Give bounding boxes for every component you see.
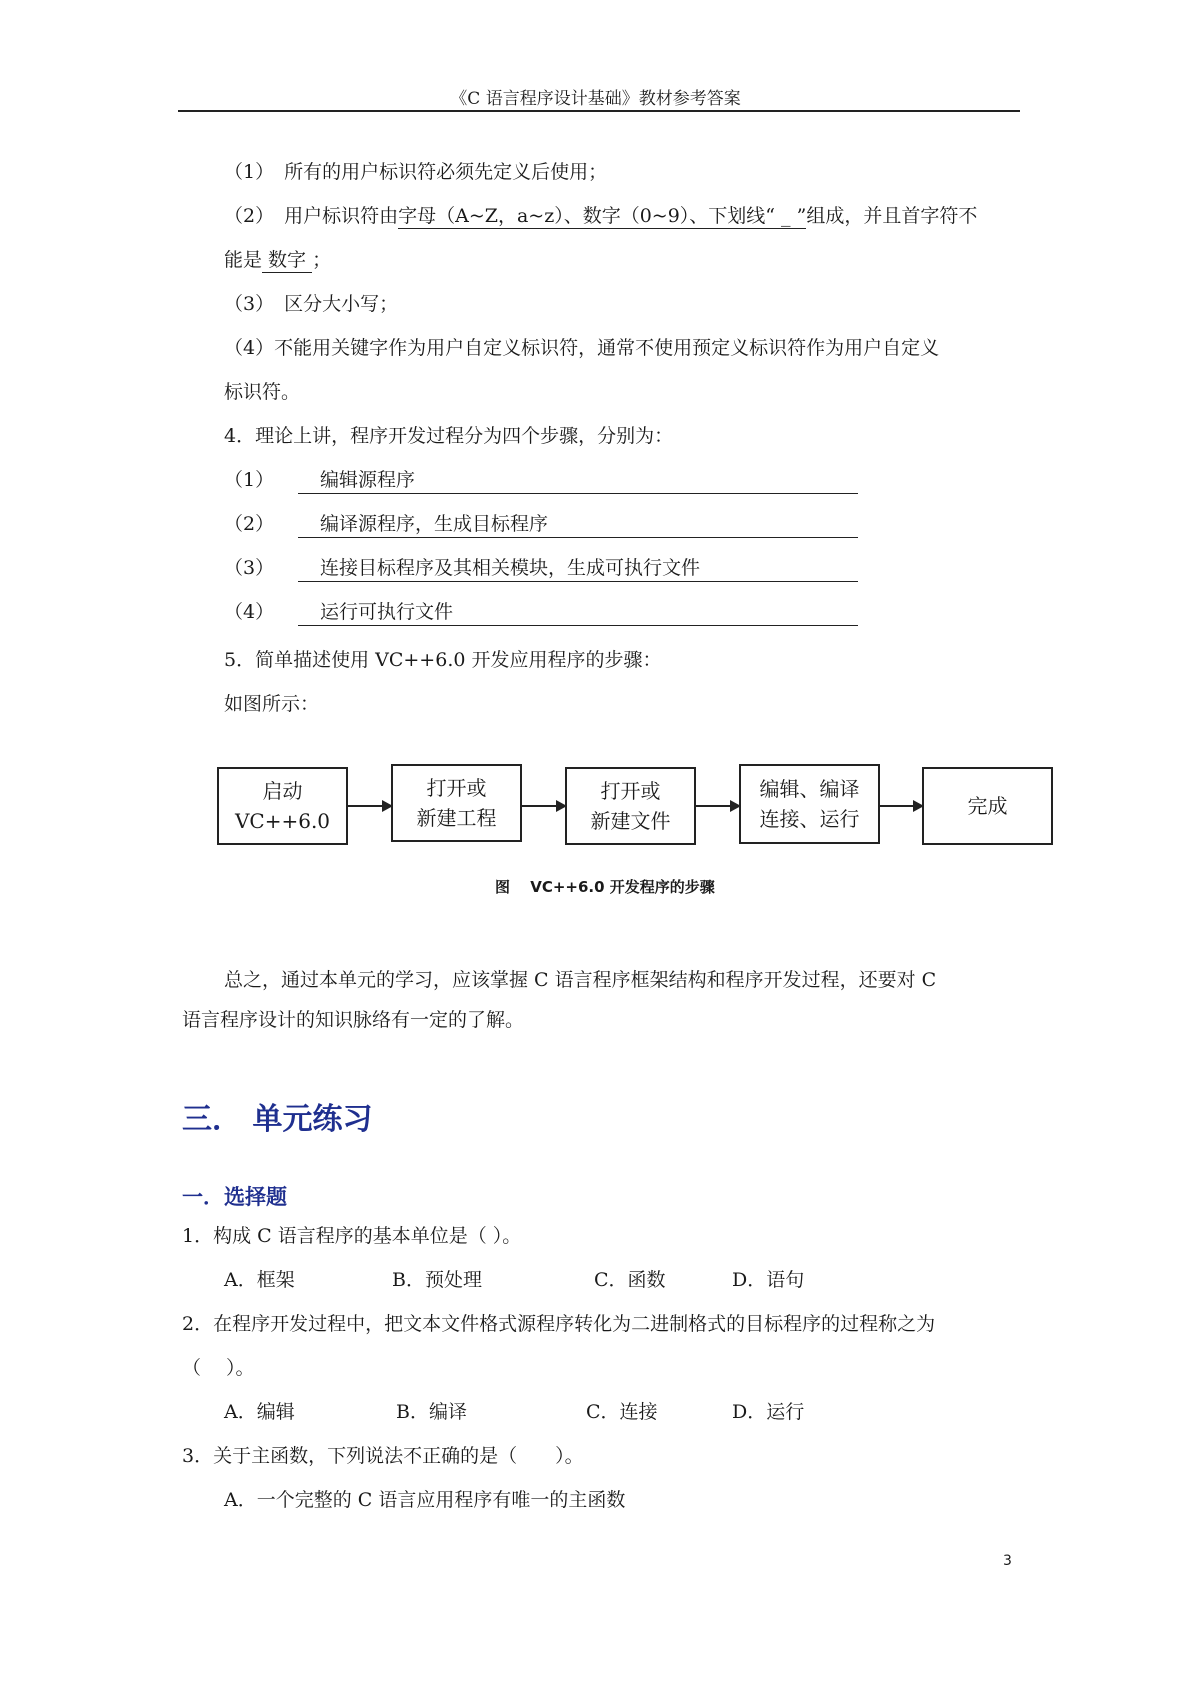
flow-box-start bbox=[217, 767, 348, 845]
rule-2-answer: 字母（A~Z，a~z）、数字（0~9）、下划线“ _ ” bbox=[398, 205, 807, 227]
rule-2-post: 组成，并且首字符不 bbox=[806, 205, 978, 227]
rule-3-num: （3） bbox=[224, 293, 275, 315]
flow-box-build bbox=[739, 764, 880, 844]
page-number: 3 bbox=[1003, 1553, 1012, 1569]
rule-4: （4）不能用关键字作为用户自定义标识符，通常不使用预定义标识符作为用户自定义 bbox=[224, 337, 940, 359]
rule-2-pre: 用户标识符由 bbox=[284, 205, 399, 227]
q4-step-1-num: （1） bbox=[224, 469, 275, 491]
flow-box-start-line2: VC++6.0 bbox=[234, 809, 331, 833]
flow-box-project-line2: 新建工程 bbox=[416, 806, 497, 830]
q5-stem: 5．简单描述使用 VC++6.0 开发应用程序的步骤： bbox=[224, 649, 662, 671]
flow-arrow-4 bbox=[880, 805, 922, 807]
q2-option-b: B．编译 bbox=[396, 1401, 467, 1423]
rule-3 bbox=[224, 292, 398, 316]
page-header-title: 《C 语言程序设计基础》教材参考答案 bbox=[450, 89, 741, 109]
flow-arrow-3 bbox=[696, 805, 739, 807]
flow-arrow-2 bbox=[522, 805, 565, 807]
rule-1 bbox=[224, 160, 607, 184]
q2-option-a: A．编辑 bbox=[224, 1401, 295, 1423]
q4-step-2-num: （2） bbox=[224, 513, 275, 535]
q4-step-3-text: 连接目标程序及其相关模块，生成可执行文件 bbox=[298, 556, 858, 582]
q1-stem: 1．构成 C 语言程序的基本单位是（ ）。 bbox=[182, 1225, 522, 1247]
section-title: 三． 单元练习 bbox=[182, 1102, 373, 1137]
q4-step-2-text: 编译源程序，生成目标程序 bbox=[298, 512, 858, 538]
flow-box-done-line1: 完成 bbox=[967, 794, 1008, 818]
rule-2b-post: ； bbox=[312, 249, 332, 271]
flow-box-file bbox=[565, 767, 696, 845]
rule-4-cont: 标识符。 bbox=[224, 381, 301, 403]
q2-stem-cont: （ ）。 bbox=[182, 1357, 255, 1379]
rule-2-num: （2） bbox=[224, 205, 275, 227]
rule-2 bbox=[224, 204, 977, 228]
flow-box-build-line2: 连接、运行 bbox=[759, 807, 860, 831]
flow-box-project bbox=[391, 764, 522, 842]
subsection-title: 一．选择题 bbox=[182, 1185, 287, 1209]
rule-2b-pre: 能是 bbox=[224, 249, 263, 271]
q3-option-a: A．一个完整的 C 语言应用程序有唯一的主函数 bbox=[224, 1489, 626, 1511]
rule-2-cont bbox=[224, 248, 331, 272]
q2-option-d: D．运行 bbox=[732, 1401, 805, 1423]
q3-stem: 3．关于主函数，下列说法不正确的是（ ）。 bbox=[182, 1445, 584, 1467]
summary-line-2: 语言程序设计的知识脉络有一定的了解。 bbox=[182, 1009, 525, 1031]
header-rule bbox=[178, 110, 1020, 112]
q4-step-4-num: （4） bbox=[224, 601, 275, 623]
q2-option-c: C．连接 bbox=[586, 1401, 658, 1423]
q4-step-3-num: （3） bbox=[224, 557, 275, 579]
flow-box-file-line1: 打开或 bbox=[600, 779, 661, 803]
rule-1-num: （1） bbox=[224, 161, 275, 183]
q1-option-d: D．语句 bbox=[732, 1269, 805, 1291]
figure-caption: 图 VC++6.0 开发程序的步骤 bbox=[495, 878, 715, 896]
q1-option-a: A．框架 bbox=[224, 1269, 295, 1291]
rule-3-text: 区分大小写； bbox=[284, 293, 399, 315]
flow-box-start-line1: 启动 bbox=[262, 779, 303, 803]
q4-step-1-text: 编辑源程序 bbox=[298, 468, 858, 494]
flow-box-build-line1: 编辑、编译 bbox=[759, 777, 860, 801]
rule-2b-answer: 数字 bbox=[262, 249, 313, 271]
flow-box-project-line1: 打开或 bbox=[426, 776, 487, 800]
q1-option-c: C．函数 bbox=[594, 1269, 666, 1291]
q5-intro: 如图所示： bbox=[224, 693, 320, 715]
summary-line-1: 总之，通过本单元的学习，应该掌握 C 语言程序框架结构和程序开发过程，还要对 C bbox=[224, 969, 937, 991]
q2-stem: 2．在程序开发过程中，把文本文件格式源程序转化为二进制格式的目标程序的过程称之为 bbox=[182, 1313, 936, 1335]
flow-box-file-line2: 新建文件 bbox=[590, 809, 671, 833]
rule-1-text: 所有的用户标识符必须先定义后使用； bbox=[284, 161, 608, 183]
q1-option-b: B．预处理 bbox=[392, 1269, 482, 1291]
q4-step-4-text: 运行可执行文件 bbox=[298, 600, 858, 626]
flow-arrow-1 bbox=[348, 805, 391, 807]
q4-stem: 4．理论上讲，程序开发过程分为四个步骤，分别为： bbox=[224, 425, 674, 447]
flow-box-done bbox=[922, 767, 1053, 845]
